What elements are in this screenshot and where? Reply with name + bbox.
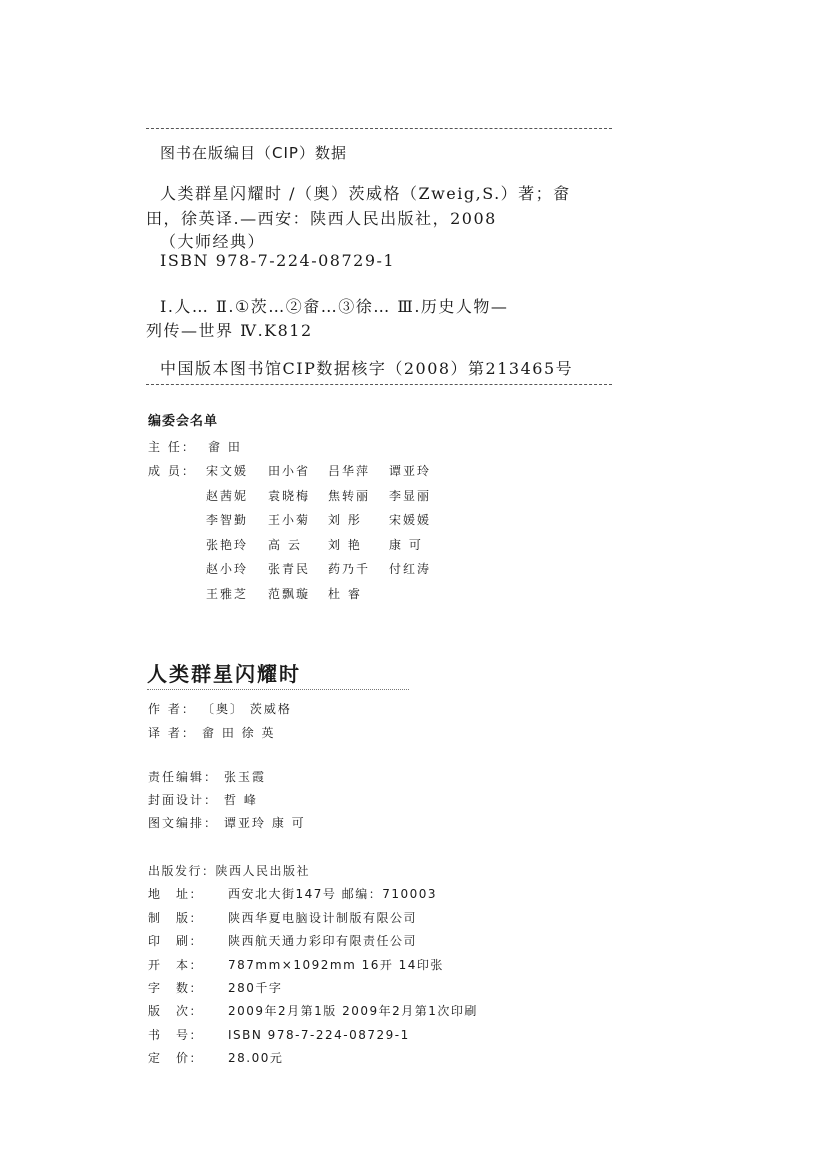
cip-classification: Ⅰ.人… Ⅱ.①茨…②畲…③徐… Ⅲ.历史人物— xyxy=(160,297,509,316)
board-member: 李显丽 xyxy=(389,488,432,503)
cip-classification: 列传—世界 Ⅳ.K812 xyxy=(146,321,313,340)
board-member: 赵小玲 xyxy=(206,562,249,576)
board-member: 张青民 xyxy=(268,562,311,576)
cip-verification: 中国版本图书馆CIP数据核字（2008）第213465号 xyxy=(160,359,574,378)
cip-line: 田，徐英译.—西安：陕西人民出版社，2008 xyxy=(146,209,497,228)
imprint-line xyxy=(148,979,282,996)
board-member: 范飘璇 xyxy=(268,586,311,601)
imprint-key: 地 xyxy=(148,887,162,902)
imprint-line xyxy=(148,1049,283,1066)
board-member: 宋文媛 xyxy=(206,464,249,478)
imprint-key-suffix: 次： xyxy=(176,1004,204,1019)
imprint-key: 版 xyxy=(148,1004,162,1019)
imprint-value: 陕西华夏电脑设计制版有限公司 xyxy=(228,910,418,925)
imprint-key: 开 xyxy=(148,957,162,972)
imprint-value: 西安北大街147号 邮编：710003 xyxy=(228,887,438,902)
layout-staff: 谭亚玲 康 可 xyxy=(224,816,306,830)
editor-label: 责任编辑： xyxy=(148,770,219,784)
board-member: 吕华萍 xyxy=(328,464,371,478)
imprint-key: 出版发行： xyxy=(148,864,216,878)
board-member: 田小省 xyxy=(268,464,311,478)
cip-line: 人类群星闪耀时 /（奥）茨威格（Zweig,S.）著；畲 xyxy=(160,184,571,203)
board-member: 张艳玲 xyxy=(206,537,249,552)
title-rule xyxy=(147,689,409,690)
board-member: 袁晓梅 xyxy=(268,488,311,503)
board-members-label: 成 员： xyxy=(148,464,196,478)
board-member: 赵茜妮 xyxy=(206,488,249,503)
editorial-board-heading: 编委会名单 xyxy=(148,414,219,429)
imprint-value: 787mm×1092mm 16开 14印张 xyxy=(228,957,444,972)
imprint-value: 陕西航天通力彩印有限责任公司 xyxy=(228,934,418,949)
imprint-value: 2009年2月第1版 2009年2月第1次印刷 xyxy=(228,1004,478,1019)
imprint-value: 陕西人民出版社 xyxy=(215,864,311,878)
imprint-line xyxy=(148,885,437,902)
cover-designer: 哲 峰 xyxy=(224,793,258,807)
layout-line xyxy=(148,814,306,831)
imprint-key: 书 xyxy=(148,1027,162,1042)
imprint-key-suffix: 价： xyxy=(176,1051,204,1066)
imprint-key-suffix: 数： xyxy=(176,981,204,995)
imprint-value: ISBN 978-7-224-08729-1 xyxy=(228,1027,410,1042)
imprint-line xyxy=(148,862,310,879)
cip-top-rule xyxy=(146,128,612,129)
cip-heading: 图书在版编目（CIP）数据 xyxy=(160,144,347,162)
editor: 张玉霞 xyxy=(224,770,267,784)
board-member: 付红涛 xyxy=(389,562,432,576)
imprint-key-suffix: 版： xyxy=(176,910,204,925)
author-label: 作 者： xyxy=(148,702,196,716)
imprint-key-suffix: 本： xyxy=(176,957,204,972)
board-chair: 畲 田 xyxy=(208,440,242,454)
imprint-line xyxy=(148,1026,410,1043)
imprint-key-suffix: 刷： xyxy=(176,934,204,949)
board-member: 药乃千 xyxy=(328,562,371,576)
editor-line xyxy=(148,768,266,785)
author: 〔奥〕 茨威格 xyxy=(202,702,292,716)
imprint-key-suffix: 址： xyxy=(176,887,204,902)
book-title: 人类群星闪耀时 xyxy=(147,662,301,686)
board-member: 王雅芝 xyxy=(206,586,249,601)
imprint-key: 印 xyxy=(148,934,162,949)
board-member: 杜 睿 xyxy=(328,586,362,601)
imprint-line xyxy=(148,956,444,973)
imprint-value: 280千字 xyxy=(228,981,283,995)
translator-line xyxy=(148,724,275,741)
imprint-line xyxy=(148,932,417,949)
board-member: 刘 艳 xyxy=(328,537,362,552)
imprint-value: 28.00元 xyxy=(228,1051,284,1066)
cip-isbn: ISBN 978-7-224-08729-1 xyxy=(160,251,396,270)
board-member: 李智勤 xyxy=(206,513,249,527)
cover-design-label: 封面设计： xyxy=(148,793,219,807)
imprint-line xyxy=(148,909,417,926)
cover-design-line xyxy=(148,791,258,808)
imprint-line xyxy=(148,1002,478,1019)
imprint-key: 制 xyxy=(148,910,162,925)
imprint-key-suffix: 号： xyxy=(176,1027,204,1042)
board-member: 康 可 xyxy=(389,537,423,552)
translator-label: 译 者： xyxy=(148,726,196,740)
imprint-key: 定 xyxy=(148,1051,162,1066)
layout-label: 图文编排： xyxy=(148,816,219,830)
board-member: 谭亚玲 xyxy=(389,464,432,478)
cip-bottom-rule xyxy=(146,384,612,385)
author-line xyxy=(148,700,292,717)
board-member: 刘 彤 xyxy=(328,513,362,527)
translator: 畲 田 徐 英 xyxy=(202,726,276,740)
board-member: 高 云 xyxy=(268,537,302,552)
board-member: 宋媛媛 xyxy=(389,513,432,527)
imprint-key: 字 xyxy=(148,981,162,995)
board-member: 王小菊 xyxy=(268,513,311,527)
board-chair-label: 主 任： xyxy=(148,440,196,454)
cip-series: （大师经典） xyxy=(160,232,266,251)
board-member: 焦转丽 xyxy=(328,488,371,503)
